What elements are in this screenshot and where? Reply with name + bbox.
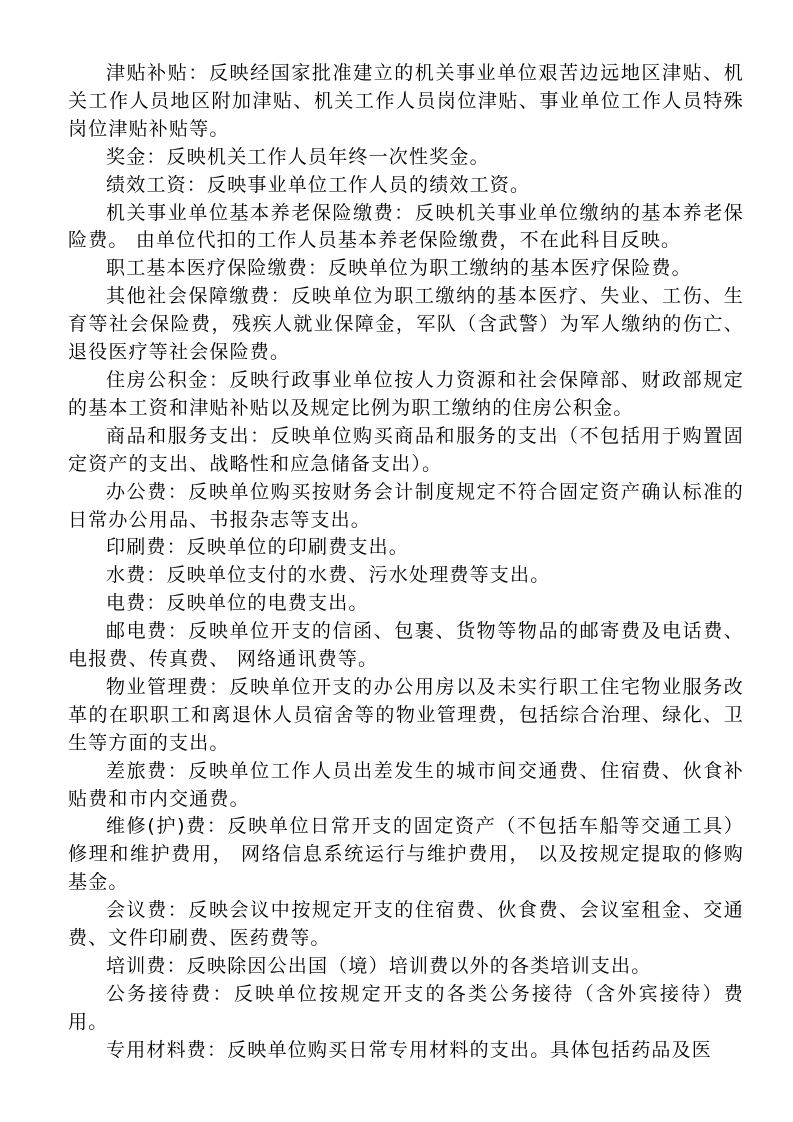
paragraph-special-materials: 专用材料费：反映单位购买日常专用材料的支出。具体包括药品及医 xyxy=(106,1038,713,1061)
paragraph-pension-insurance: 机关事业单位基本养老保险缴费：反映机关事业单位缴纳的基本养老保险费。 由单位代扣的工作人员基本养老保险缴费，不在此科目反映。 xyxy=(68,201,744,252)
paragraph-housing-fund: 住房公积金：反映行政事业单位按人力资源和社会保障部、财政部规定的基本工资和津贴补贴以及规定比例为职工缴纳的住房公积金。 xyxy=(68,368,744,419)
paragraph-printing: 印刷费：反映单位的印刷费支出。 xyxy=(106,536,410,559)
document-body xyxy=(68,60,744,1065)
paragraph-water: 水费：反映单位支付的水费、污水处理费等支出。 xyxy=(106,564,551,587)
paragraph-training: 培训费：反映除因公出国（境）培训费以外的各类培训支出。 xyxy=(106,955,652,977)
paragraph-other-social-security: 其他社会保障缴费：反映单位为职工缴纳的基本医疗、失业、工伤、生育等社会保险费，残疾人就业保障金，军队（含武警）为军人缴纳的伤亡、退役医疗等社会保险费。 xyxy=(68,285,744,364)
paragraph-postal-telecom: 邮电费：反映单位开支的信函、包裹、货物等物品的邮寄费及电话费、电报费、传真费、 网络通讯费等。 xyxy=(68,620,744,671)
paragraph-travel: 差旅费：反映单位工作人员出差发生的城市间交通费、住宿费、伙食补贴费和市内交通费。 xyxy=(68,759,744,810)
paragraph-bonus: 奖金：反映机关工作人员年终一次性奖金。 xyxy=(106,145,490,168)
paragraph-meetings: 会议费：反映会议中按规定开支的住宿费、伙食费、会议室租金、交通费、文件印刷费、医药费等。 xyxy=(68,899,744,950)
paragraph-medical-insurance: 职工基本医疗保险缴费：反映单位为职工缴纳的基本医疗保险费。 xyxy=(106,257,692,280)
paragraph-electricity: 电费：反映单位的电费支出。 xyxy=(106,592,369,615)
paragraph-goods-services: 商品和服务支出：反映单位购买商品和服务的支出（不包括用于购置固定资产的支出、战略性和应急储备支出）。 xyxy=(68,424,744,475)
paragraph-maintenance: 维修(护)费：反映单位日常开支的固定资产（不包括车船等交通工具）修理和维护费用， 网络信息系统运行与维护费用， 以及按规定提取的修购基金。 xyxy=(68,815,744,894)
paragraph-performance-pay: 绩效工资：反映事业单位工作人员的绩效工资。 xyxy=(106,173,531,196)
paragraph-office-expenses: 办公费：反映单位购买按财务会计制度规定不符合固定资产确认标准的 日常办公用品、书报杂志等支出。 xyxy=(68,480,744,531)
paragraph-allowances: 津贴补贴：反映经国家批准建立的机关事业单位艰苦边远地区津贴、机关工作人员地区附加津贴、机关工作人员岗位津贴、事业单位工作人员特殊岗位津贴补贴等。 xyxy=(68,62,744,140)
paragraph-official-reception: 公务接待费：反映单位按规定开支的各类公务接待（含外宾接待）费用。 xyxy=(68,982,744,1033)
paragraph-property-management: 物业管理费：反映单位开支的办公用房以及未实行职工住宅物业服务改革的在职职工和离退休人员宿舍等的物业管理费，包括综合治理、绿化、卫生等方面的支出。 xyxy=(68,675,744,754)
